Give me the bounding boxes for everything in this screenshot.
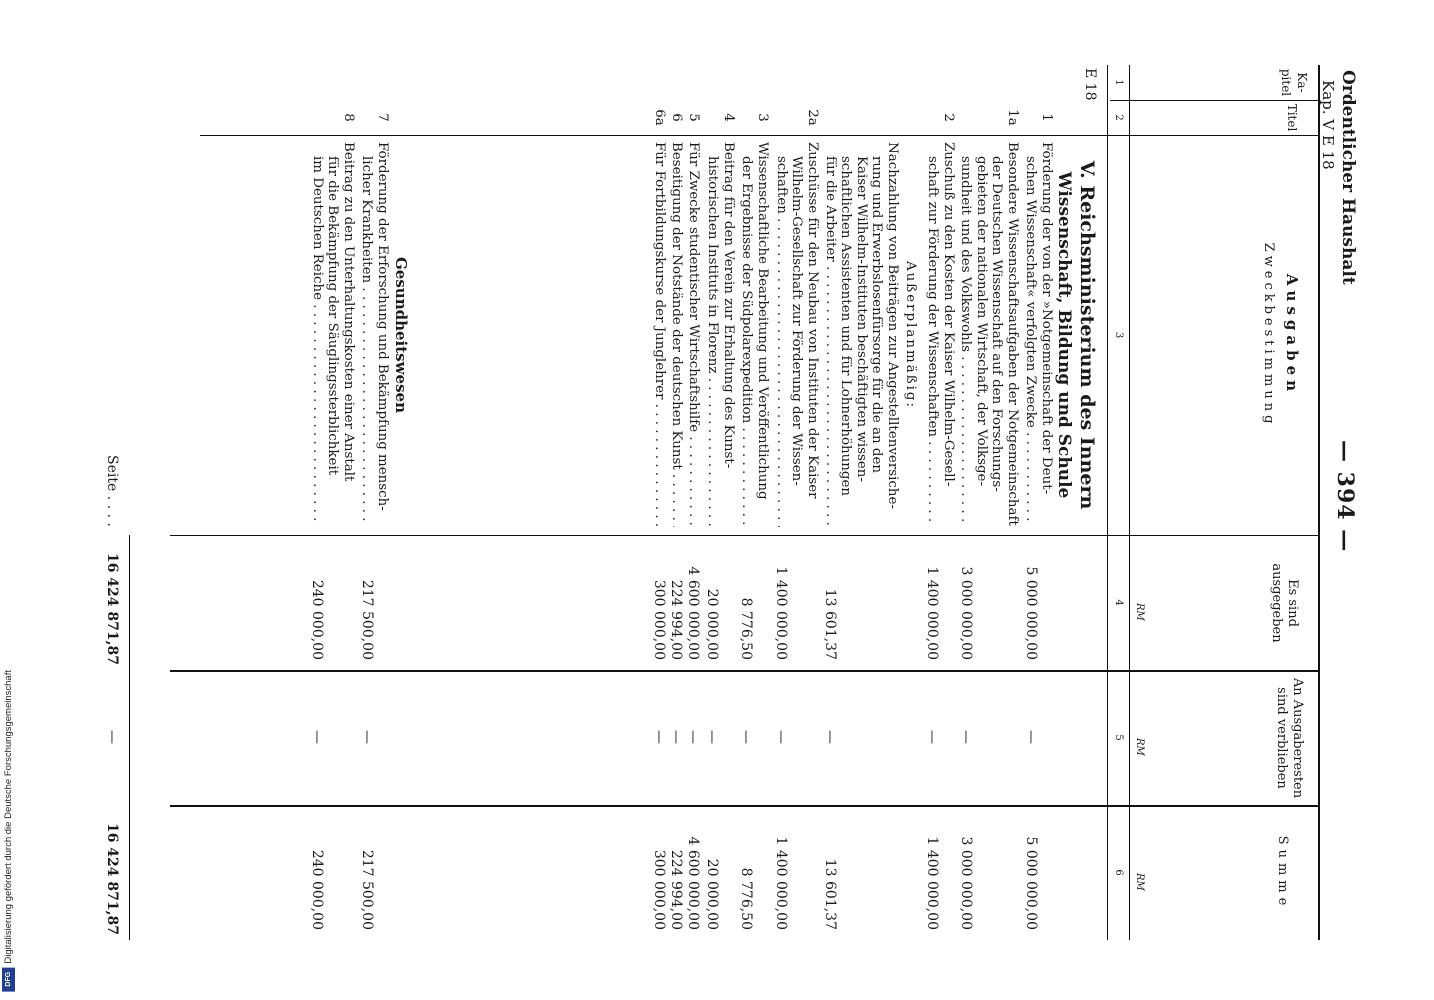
col-rule-4 <box>170 670 1320 672</box>
amount-summe: 240 000,00 <box>309 849 325 930</box>
unit-col6: RM <box>1134 873 1145 891</box>
desc-line: Förderung der von der »Notgemeinschaft der Deut- <box>1039 142 1054 495</box>
desc-line: für die Arbeiter . . . <box>823 142 839 527</box>
col-number-2: 2 <box>1113 114 1124 121</box>
unit-col5: RM <box>1134 738 1145 756</box>
col-number-6: 6 <box>1113 869 1124 876</box>
amount-rest: — <box>309 730 325 744</box>
desc-line: historischen Instituts in Florenz . . . <box>705 142 721 527</box>
titel-cell: 1 <box>1039 113 1054 122</box>
table-top-rule <box>1318 65 1320 940</box>
amount-ausgegeben: 1 400 000,00 <box>773 566 789 660</box>
amount-rest: — <box>704 730 720 744</box>
ledger-page <box>70 60 1360 940</box>
titel-cell: 5 <box>686 113 701 122</box>
header-title: Ordentlicher Haushalt <box>1338 70 1358 285</box>
header-chapter: Kap. V E 18 <box>1319 80 1337 170</box>
section-subtitle: Wissenschaft, Bildung und Schule <box>1054 171 1074 499</box>
amount-rest: — <box>822 730 838 744</box>
amount-summe: 4 600 000,00 <box>685 836 701 930</box>
subsection-heading: Außerplanmäßig: <box>903 260 918 410</box>
total-summe: 16 424 871,87 <box>104 822 120 935</box>
col-header-ausgegeben: Es sind ausgegeben <box>1269 563 1300 643</box>
titel-cell: 1a <box>1005 109 1020 126</box>
desc-line: Beitrag zu den Unterhaltungskosten einer Anstalt <box>341 142 356 482</box>
section-title: V. Reichsministerium des Innern <box>1076 160 1098 510</box>
col-header-titel: Titel <box>1285 103 1299 132</box>
row-description <box>739 142 770 527</box>
row-description <box>823 142 901 527</box>
amount-ausgegeben: 8 776,50 <box>738 597 754 660</box>
desc-line: im Deutschen Reiche . . . <box>310 142 326 527</box>
total-rest: — <box>104 730 120 744</box>
desc-line: schaftlichen Assistenten und für Lohnerhöhungen <box>838 156 854 497</box>
row-description <box>359 142 390 527</box>
desc-line: Zuschüsse für den Neubau von Instituten der Kaiser <box>805 142 820 499</box>
col-number-1: 1 <box>1113 79 1124 86</box>
titel-cell: 6 <box>669 113 684 122</box>
amount-rest: — <box>359 730 375 744</box>
amount-ausgegeben: 1 400 000,00 <box>924 566 940 660</box>
desc-line: der Ergebnisse der Südpolarexpedition . . . <box>739 142 755 527</box>
desc-line: gebieten der nationalen Wirtschaft, der Volksge- <box>974 156 989 487</box>
desc-line: Förderung der Erforschung und Bekämpfung mensch- <box>375 142 390 511</box>
total-ausgegeben: 16 424 871,87 <box>104 552 120 665</box>
col-header-kapitel: Ka-pitel <box>1279 68 1309 97</box>
amount-ausgegeben: 20 000,00 <box>704 588 720 660</box>
desc-line: der Deutschen Wissenschaft auf den Forschungs- <box>989 156 1005 492</box>
amount-ausgegeben: 240 000,00 <box>309 579 325 660</box>
amount-rest: — <box>958 730 974 744</box>
amount-rest: — <box>668 730 684 744</box>
titel-cell: 3 <box>755 113 770 122</box>
page-header <box>1318 60 1360 940</box>
desc-line: schaft zur Förderung der Wissenschaften . . . <box>925 142 941 527</box>
col-number-5: 5 <box>1113 734 1124 741</box>
dfg-logo: DFG <box>2 968 15 992</box>
amount-summe: 300 000,00 <box>651 849 667 930</box>
amount-ausgegeben: 5 000 000,00 <box>1023 566 1039 660</box>
amount-rest: — <box>773 730 789 744</box>
desc-line: Für Zwecke studentischer Wirtschaftshilfe . . . <box>686 142 702 527</box>
col-number-3: 3 <box>1113 331 1124 339</box>
desc-line: Zuschuß zu den Kosten der Kaiser Wilhelm-Gesell- <box>941 142 956 487</box>
footer-label: Seite . . . . <box>104 455 120 527</box>
col-rule-2 <box>200 135 1320 136</box>
amount-summe: 1 400 000,00 <box>924 836 940 930</box>
amount-summe: 1 400 000,00 <box>773 836 789 930</box>
amount-summe: 217 500,00 <box>359 849 375 930</box>
amount-rest: — <box>1023 730 1039 744</box>
credit-text: Digitalisierung gefördert durch die Deutsche Forschungsgemeinschaft <box>3 670 14 964</box>
amount-summe: 13 601,37 <box>822 858 838 930</box>
col-header-summe: Summe <box>1275 835 1290 911</box>
amount-summe: 8 776,50 <box>738 867 754 930</box>
row-description <box>310 142 357 527</box>
desc-line: Kaiser Wilhelm-Instituten beschäftigten wissen- <box>854 156 869 482</box>
amount-rest: — <box>924 730 940 744</box>
header-bottom-rule <box>1129 65 1130 940</box>
desc-line: sundheit und des Volkswohls . . . <box>958 142 974 527</box>
amount-rest: — <box>685 730 701 744</box>
desc-line: Wissenschaftliche Bearbeitung und Veröffentlichung <box>755 142 770 500</box>
desc-line: für die Bekämpfung der Säuglingssterblichkeit <box>325 156 341 476</box>
amount-summe: 3 000 000,00 <box>958 836 974 930</box>
col-header-reste: An Ausgaberesten sind verblieben <box>1274 677 1305 799</box>
row-description <box>652 142 668 527</box>
col-rule-3 <box>170 535 1320 536</box>
titel-cell: 2a <box>805 109 820 126</box>
amount-ausgegeben: 3 000 000,00 <box>958 566 974 660</box>
gesundheit-title: Gesundheitswesen <box>392 257 410 413</box>
amount-ausgegeben: 4 600 000,00 <box>685 566 701 660</box>
amount-ausgegeben: 300 000,00 <box>651 579 667 660</box>
row-description <box>705 142 736 527</box>
number-row-rule <box>1107 65 1108 940</box>
amount-ausgegeben: 13 601,37 <box>822 588 838 660</box>
desc-line: Wilhelm-Gesellschaft zur Förderung der Wissen- <box>789 156 805 486</box>
page-number: — 394 — <box>1332 440 1358 553</box>
desc-line: Besondere Wissenschaftsaufgaben der Notgemeinschaft <box>1005 142 1020 526</box>
titel-cell: 2 <box>941 113 956 122</box>
titel-cell: 7 <box>375 113 390 122</box>
kapitel-value: E 18 <box>1082 68 1098 101</box>
row-description <box>774 142 821 527</box>
titel-cell: 8 <box>341 113 356 122</box>
desc-line: Nachzahlung von Beiträgen zur Angestelltenversiche- <box>885 142 900 509</box>
col-rule-5 <box>170 805 1320 807</box>
amount-summe: 20 000,00 <box>704 858 720 930</box>
amount-summe: 224 994,00 <box>668 849 684 930</box>
header-title-block <box>1318 70 1358 285</box>
row-description <box>686 142 702 527</box>
titel-cell: 6a <box>652 109 667 126</box>
amount-summe: 5 000 000,00 <box>1023 836 1039 930</box>
row-description <box>1023 142 1054 527</box>
desc-line: schen Wissenschaft« verfolgten Zwecke . . . <box>1023 142 1039 527</box>
desc-line: licher Krankheiten . . . <box>359 142 375 527</box>
desc-line: rung und Erwerbslosenfürsorge für die an den <box>869 156 885 474</box>
row-description <box>925 142 956 527</box>
col-number-4: 4 <box>1113 599 1124 606</box>
unit-col4: RM <box>1134 603 1145 621</box>
amount-ausgegeben: 224 994,00 <box>668 579 684 660</box>
col-header-zweckbestimmung: Zweckbestimmung <box>1261 242 1276 428</box>
row-description <box>958 142 1020 527</box>
desc-line: Beitrag für den Verein zur Erhaltung des Kunst- <box>721 142 736 469</box>
amount-rest: — <box>738 730 754 744</box>
digitization-credit <box>2 670 15 992</box>
amount-rest: — <box>651 730 667 744</box>
seite-label: Seite <box>104 455 120 492</box>
col-header-ausgaben: Ausgaben <box>1283 273 1301 397</box>
desc-line: schaften . . . <box>774 142 790 527</box>
desc-line: Beseitigung der Notstände der deutschen Kunst . . . <box>669 142 685 527</box>
row-description <box>669 142 685 527</box>
desc-line: Für Fortbildungskurse der Junglehrer . . . <box>652 142 668 527</box>
total-rule <box>129 535 130 940</box>
titel-cell: 4 <box>721 113 736 122</box>
amount-ausgegeben: 217 500,00 <box>359 579 375 660</box>
